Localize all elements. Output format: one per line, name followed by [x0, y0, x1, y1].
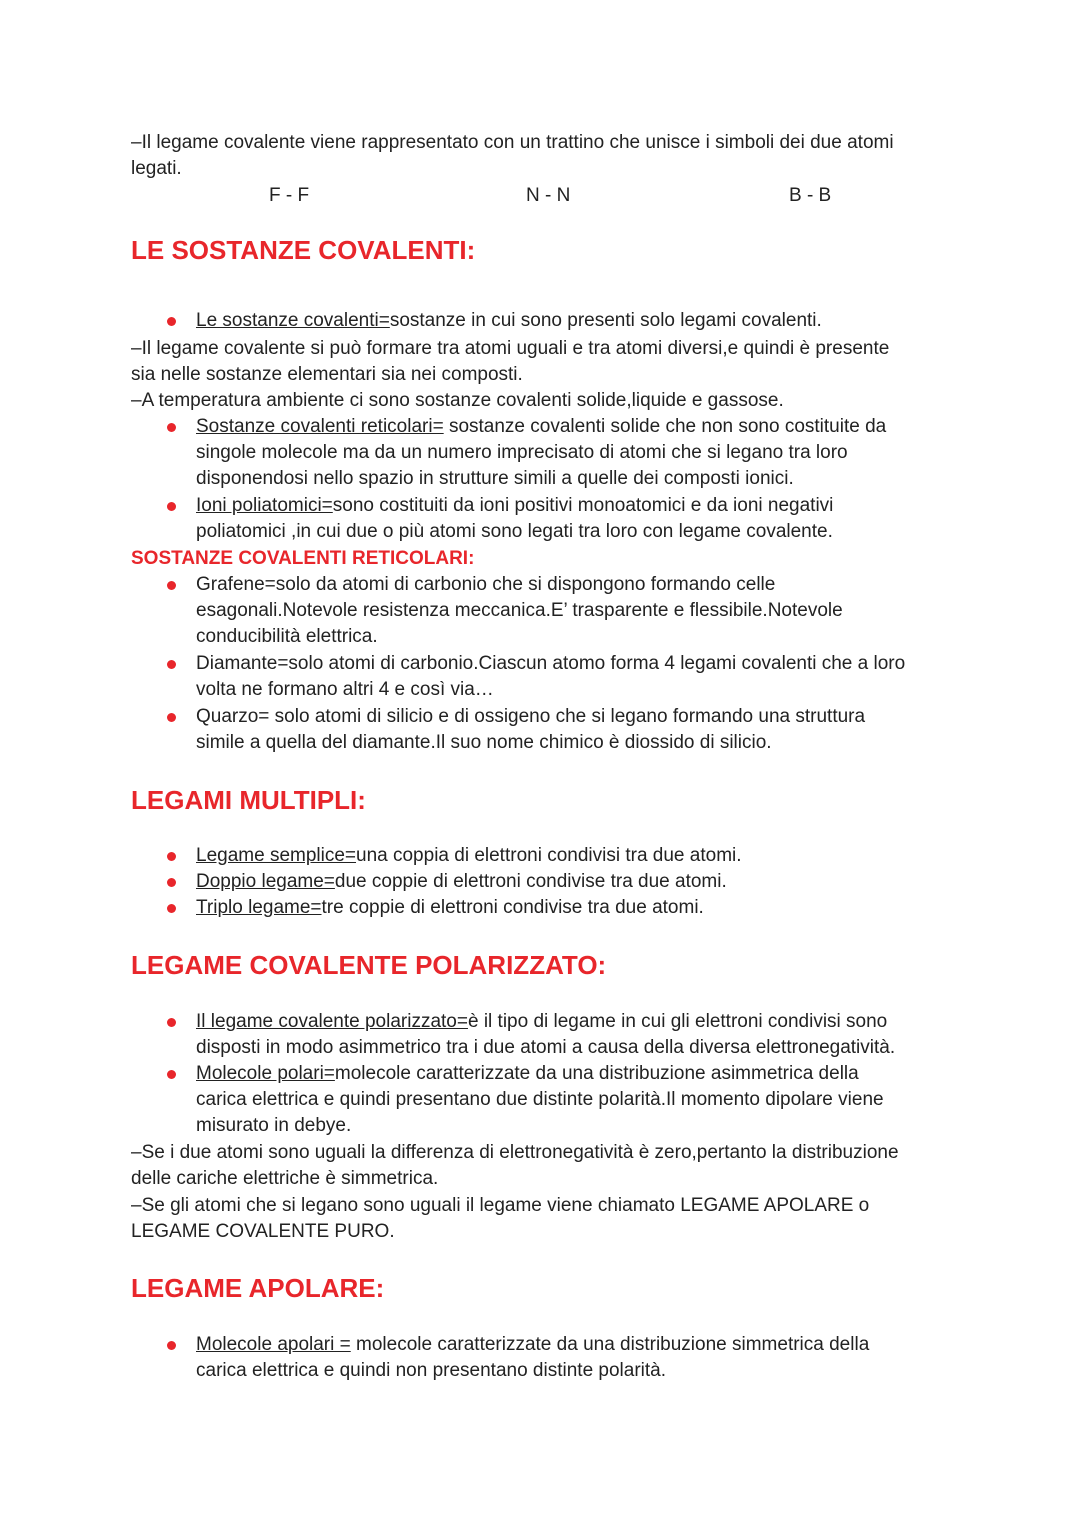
para-line: –Se i due atomi sono uguali la differenza di elettronegatività è zero,pertanto la distribuzione — [131, 1142, 899, 1163]
definition-text: Quarzo= solo atomi di silicio e di ossigeno che si legano formando una struttura — [196, 706, 866, 727]
definition-text: singole molecole ma da un numero imprecisato di atomi che si legano tra loro — [196, 442, 848, 463]
formula-ff: F - F — [269, 185, 310, 206]
definition-text: sostanze covalenti solide che non sono costituite da — [443, 416, 887, 437]
para-line: –A temperatura ambiente ci sono sostanze covalenti solide,liquide e gassose. — [131, 390, 784, 411]
term: Ioni poliatomici= — [196, 495, 333, 516]
definition-text: molecole caratterizzate da una distribuzione simmetrica della — [350, 1334, 870, 1355]
definition-text: Grafene=solo da atomi di carbonio che si dispongono formando celle — [196, 574, 776, 595]
definition-text: conducibilità elettrica. — [196, 626, 378, 647]
term: Molecole polari= — [196, 1063, 335, 1084]
bullet-dot — [167, 317, 176, 326]
para-line: –Il legame covalente si può formare tra atomi uguali e tra atomi diversi,e quindi è presente — [131, 338, 890, 359]
definition-text: molecole caratterizzate da una distribuzione asimmetrica della — [334, 1063, 859, 1084]
formula-nn: N - N — [526, 185, 571, 206]
definition-text: misurato in debye. — [196, 1115, 352, 1136]
bullet-dot — [167, 581, 176, 590]
bullet-dot — [167, 878, 176, 887]
definition-text: volta ne formano altri 4 e così via… — [196, 679, 494, 700]
definition-text: tre coppie di elettroni condivise tra due atomi. — [321, 897, 704, 918]
term: Sostanze covalenti reticolari= — [196, 416, 444, 437]
para-line: –Se gli atomi che si legano sono uguali il legame viene chiamato LEGAME APOLARE o — [131, 1195, 870, 1216]
definition-text: sostanze in cui sono presenti solo legami covalenti. — [389, 310, 822, 331]
definition-text: disponendosi nello spazio in strutture simili a quelle dei composti ionici. — [196, 468, 794, 489]
definition-text: disposti in modo asimmetrico tra i due atomi a causa della diversa elettronegatività. — [196, 1037, 896, 1058]
heading-legame-polarizzato: LEGAME COVALENTE POLARIZZATO: — [131, 950, 607, 980]
term: Le sostanze covalenti= — [196, 310, 390, 331]
definition-text: simile a quella del diamante.Il suo nome chimico è diossido di silicio. — [196, 732, 772, 753]
heading-reticolari: SOSTANZE COVALENTI RETICOLARI: — [131, 548, 475, 569]
bullet-dot — [167, 852, 176, 861]
para-line: delle cariche elettriche è simmetrica. — [131, 1168, 439, 1189]
definition-text: Diamante=solo atomi di carbonio.Ciascun atomo forma 4 legami covalenti che a loro — [196, 653, 906, 674]
definition-text: sono costituiti da ioni positivi monoatomici e da ioni negativi — [332, 495, 834, 516]
term: Molecole apolari = — [196, 1334, 351, 1355]
bullet-dot — [167, 1341, 176, 1350]
para-line: LEGAME COVALENTE PURO. — [131, 1221, 395, 1242]
definition-text: carica elettrica e quindi presentano due distinte polarità.Il momento dipolare viene — [196, 1089, 884, 1110]
bullet-dot — [167, 423, 176, 432]
definition-text: una coppia di elettroni condivisi tra due atomi. — [356, 845, 742, 866]
definition-text: esagonali.Notevole resistenza meccanica.E’ trasparente e flessibile.Notevole — [196, 600, 843, 621]
para-line: sia nelle sostanze elementari sia nei composti. — [131, 364, 523, 385]
bullet-dot — [167, 713, 176, 722]
term: Doppio legame= — [196, 871, 335, 892]
bullet-dot — [167, 1018, 176, 1027]
bullet-dot — [167, 502, 176, 511]
intro-line-2: legati. — [131, 158, 182, 179]
definition-text: due coppie di elettroni condivise tra due atomi. — [334, 871, 727, 892]
definition-text: poliatomici ,in cui due o più atomi sono legati tra loro con legame covalente. — [196, 521, 833, 542]
intro-line-1: –Il legame covalente viene rappresentato con un trattino che unisce i simboli dei due atomi — [131, 132, 894, 153]
bullet-dot — [167, 660, 176, 669]
heading-legame-apolare: LEGAME APOLARE: — [131, 1273, 385, 1303]
term: Legame semplice= — [196, 845, 357, 866]
heading-sostanze-covalenti: LE SOSTANZE COVALENTI: — [131, 235, 476, 265]
term: Il legame covalente polarizzato= — [196, 1011, 468, 1032]
term: Triplo legame= — [196, 897, 322, 918]
bullet-dot — [167, 1070, 176, 1079]
heading-legami-multipli: LEGAMI MULTIPLI: — [131, 785, 366, 815]
definition-text: carica elettrica e quindi non presentano distinte polarità. — [196, 1360, 667, 1381]
bullet-dot — [167, 904, 176, 913]
formula-bb: B - B — [789, 185, 832, 206]
definition-text: è il tipo di legame in cui gli elettroni condivisi sono — [467, 1011, 888, 1032]
